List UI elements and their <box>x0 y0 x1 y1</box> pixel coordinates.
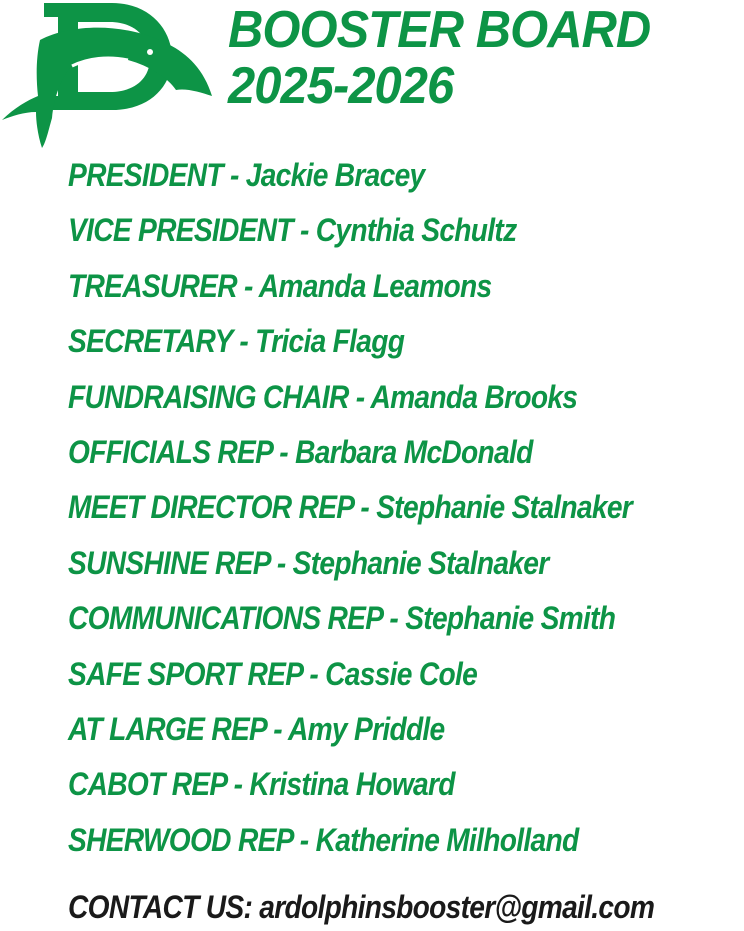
separator: - <box>382 600 406 637</box>
board-member-row <box>68 148 663 203</box>
separator: - <box>266 710 288 747</box>
separator: - <box>302 655 326 692</box>
board-title <box>228 2 738 114</box>
separator: - <box>236 267 259 304</box>
member-role: PRESIDENT <box>68 157 223 193</box>
board-member-row <box>68 425 663 480</box>
separator: - <box>226 766 250 803</box>
separator: - <box>272 433 296 470</box>
contact-label: CONTACT US: <box>68 889 253 925</box>
member-name: Katherine Milholland <box>315 821 579 858</box>
member-role: SAFE SPORT REP <box>68 655 303 692</box>
dolphin-d-logo-icon <box>0 0 215 150</box>
member-role: SUNSHINE REP <box>68 544 270 581</box>
member-name: Stephanie Stalnaker <box>292 544 549 581</box>
member-role: OFFICIALS REP <box>68 433 273 470</box>
member-name: Stephanie Smith <box>405 600 616 637</box>
member-name: Kristina Howard <box>249 766 455 803</box>
member-name: Tricia Flagg <box>255 323 405 360</box>
member-name: Cassie Cole <box>325 655 478 692</box>
member-name: Amy Priddle <box>287 710 445 747</box>
member-name: Amanda Leamons <box>258 267 492 304</box>
board-member-row <box>68 203 663 258</box>
separator: - <box>348 378 371 415</box>
member-role: SECRETARY <box>68 323 233 360</box>
separator: - <box>232 323 256 360</box>
member-name: Barbara McDonald <box>295 433 533 470</box>
member-role: CABOT REP <box>68 766 227 803</box>
member-role: COMMUNICATIONS REP <box>68 600 383 637</box>
board-member-row <box>68 259 663 314</box>
board-member-row <box>68 702 663 757</box>
board-member-row <box>68 536 663 591</box>
member-name: Cynthia Schultz <box>315 212 517 249</box>
board-member-row <box>68 647 663 702</box>
board-member-row <box>68 314 663 369</box>
board-member-row <box>68 480 663 535</box>
separator: - <box>269 544 293 581</box>
board-member-list <box>68 148 744 868</box>
separator: - <box>353 489 377 526</box>
member-role: MEET DIRECTOR REP <box>68 489 354 526</box>
member-name: Amanda Brooks <box>370 378 578 415</box>
contact-line <box>68 883 654 931</box>
title-line-2: 2025-2026 <box>228 57 454 115</box>
board-member-row <box>68 757 663 812</box>
title-line-1: BOOSTER BOARD <box>228 1 651 59</box>
member-role: SHERWOOD REP <box>68 821 293 858</box>
board-member-row <box>68 370 663 425</box>
separator: - <box>222 157 246 193</box>
member-name: Jackie Bracey <box>245 157 425 193</box>
separator: - <box>292 212 316 249</box>
member-name: Stephanie Stalnaker <box>376 489 633 526</box>
board-member-row <box>68 591 663 646</box>
member-role: TREASURER <box>68 267 237 304</box>
member-role: VICE PRESIDENT <box>68 212 293 249</box>
board-member-row <box>68 813 663 868</box>
contact-email[interactable]: ardolphinsbooster@gmail.com <box>259 889 655 925</box>
separator: - <box>292 821 316 858</box>
member-role: FUNDRAISING CHAIR <box>68 378 349 415</box>
member-role: AT LARGE REP <box>68 710 267 747</box>
